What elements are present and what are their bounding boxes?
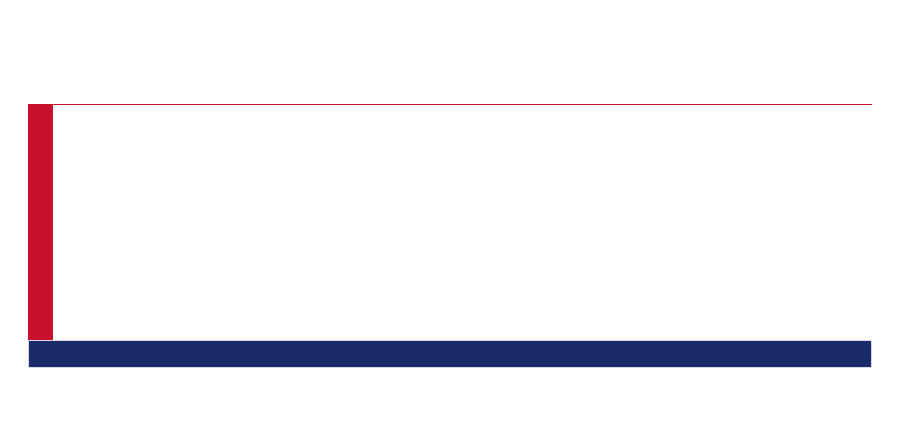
pipeline-table	[28, 82, 872, 349]
pipeline-grid	[28, 105, 872, 349]
slide-header	[0, 0, 900, 44]
pipeline-column-headers	[28, 82, 872, 105]
target-cell	[115, 105, 177, 349]
summary-table	[28, 340, 872, 368]
summary-table-header	[29, 341, 871, 367]
category-band	[28, 105, 53, 349]
project-cell	[53, 105, 115, 349]
